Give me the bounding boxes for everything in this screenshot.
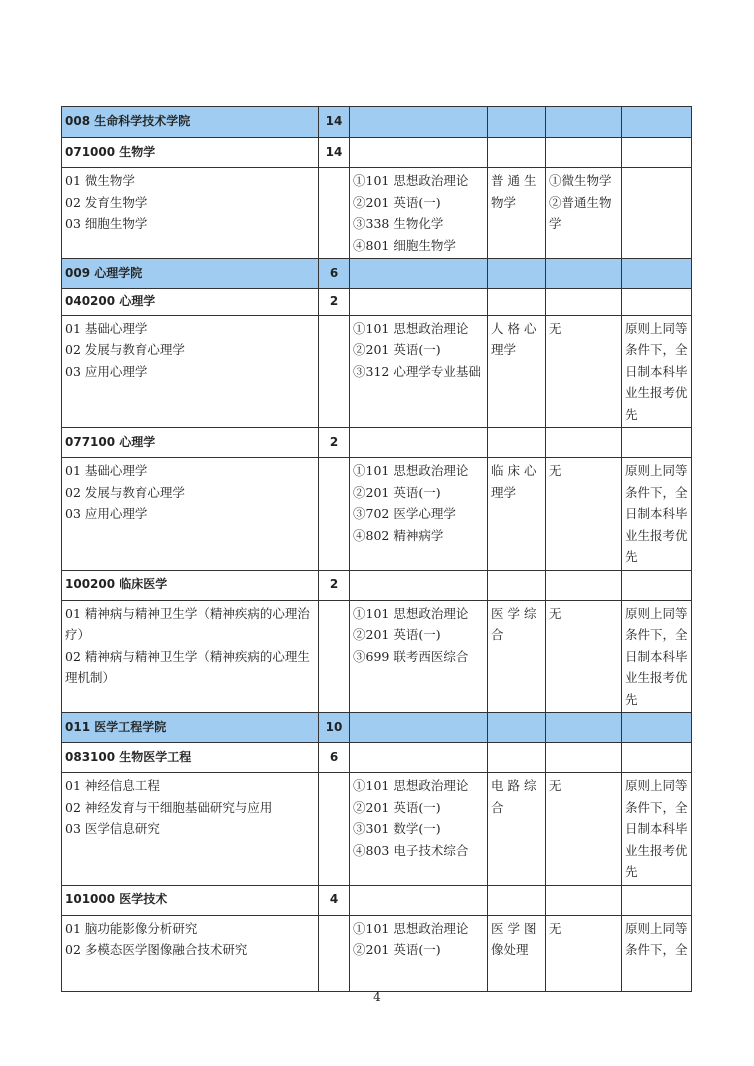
remarks [622, 315, 692, 428]
exam-item: ①101 思想政治理论 [353, 605, 469, 621]
retest-subject [488, 773, 546, 886]
exam-item: ①101 思想政治理论 [353, 320, 469, 336]
empty-cell [622, 138, 692, 168]
empty-cell [622, 713, 692, 743]
exam-item: ②201 英语(一) [353, 484, 441, 500]
exam-item: ③699 联考西医综合 [353, 648, 469, 664]
page-number: 4 [373, 990, 381, 1004]
exam-subjects [350, 600, 488, 713]
direction-item: 01 基础心理学 [65, 463, 148, 478]
direction-item: 02 神经发育与干细胞基础研究与应用 [65, 799, 273, 815]
major-count: 2 [319, 289, 350, 316]
exam-item: ③312 心理学专业基础 [353, 363, 481, 379]
direction-item: 01 神经信息工程 [65, 778, 160, 793]
empty-cell [350, 885, 488, 915]
empty-cell [350, 713, 488, 743]
direction-item: 02 多模态医学图像融合技术研究 [65, 942, 248, 957]
empty-cell [488, 570, 546, 600]
empty-cell [488, 743, 546, 773]
exam-item: ①101 思想政治理论 [353, 463, 469, 478]
empty-cell [319, 168, 350, 259]
direction-item: 02 精神病与精神卫生学（精神疾病的心理生理机制） [65, 648, 310, 685]
college-count: 6 [319, 259, 350, 289]
empty-cell [350, 289, 488, 316]
major-name: 101000 医学技术 [62, 885, 319, 915]
direction-item: 01 基础心理学 [65, 320, 148, 336]
remarks [622, 773, 692, 886]
exam-item: ②201 英语(一) [353, 194, 441, 210]
major-name: 040200 心理学 [62, 289, 319, 316]
empty-cell [350, 570, 488, 600]
retest-subject [488, 600, 546, 713]
direction-item: 03 细胞生物学 [65, 216, 148, 231]
exam-item: ④802 精神病学 [353, 527, 444, 543]
direction-item: 01 微生物学 [65, 173, 135, 188]
empty-cell [319, 915, 350, 991]
empty-cell [350, 259, 488, 289]
detail-row [62, 458, 692, 571]
empty-cell [488, 259, 546, 289]
remarks [622, 600, 692, 713]
retest-text: 普 通 生 物学 [491, 173, 537, 210]
empty-cell [350, 743, 488, 773]
direction-item: 03 医学信息研究 [65, 821, 160, 836]
major-name: 083100 生物医学工程 [62, 743, 319, 773]
exam-subjects [350, 773, 488, 886]
empty-cell [319, 315, 350, 428]
extra-text: ①微生物学 ②普通生物学 [549, 173, 612, 231]
research-directions [62, 773, 319, 886]
empty-cell [546, 743, 622, 773]
retest-text: 人 格 心 理学 [491, 320, 537, 357]
research-directions [62, 600, 319, 713]
empty-cell [488, 138, 546, 168]
admissions-table [61, 106, 692, 992]
extra-subjects [546, 773, 622, 886]
empty-cell [488, 885, 546, 915]
empty-cell [488, 713, 546, 743]
direction-item: 03 应用心理学 [65, 506, 148, 521]
college-row [62, 259, 692, 289]
direction-item: 02 发展与教育心理学 [65, 484, 185, 500]
empty-cell [622, 743, 692, 773]
major-row [62, 885, 692, 915]
exam-item: ②201 英语(一) [353, 942, 441, 957]
remarks [622, 915, 692, 991]
extra-subjects [546, 915, 622, 991]
college-name: 009 心理学院 [62, 259, 319, 289]
empty-cell [488, 289, 546, 316]
major-name: 071000 生物学 [62, 138, 319, 168]
empty-cell [546, 138, 622, 168]
major-count: 14 [319, 138, 350, 168]
extra-subjects [546, 600, 622, 713]
extra-subjects [546, 168, 622, 259]
major-row [62, 570, 692, 600]
exam-item: ③702 医学心理学 [353, 506, 456, 521]
retest-subject [488, 315, 546, 428]
exam-subjects [350, 315, 488, 428]
empty-cell [622, 885, 692, 915]
extra-text: 无 [549, 320, 562, 336]
empty-cell [546, 107, 622, 138]
empty-cell [350, 138, 488, 168]
exam-item: ④801 细胞生物学 [353, 237, 456, 253]
direction-item: 01 精神病与精神卫生学（精神疾病的心理治疗） [65, 605, 310, 642]
remarks-text: 原则上同等条件下，全日制本科毕业生报考优先 [625, 778, 688, 879]
detail-row [62, 915, 692, 991]
major-count: 2 [319, 428, 350, 458]
college-row [62, 713, 692, 743]
remarks [622, 168, 692, 259]
college-count: 14 [319, 107, 350, 138]
empty-cell [546, 885, 622, 915]
empty-cell [350, 428, 488, 458]
direction-item: 01 脑功能影像分析研究 [65, 920, 198, 936]
empty-cell [546, 570, 622, 600]
exam-item: ②201 英语(一) [353, 342, 441, 357]
exam-subjects [350, 168, 488, 259]
empty-cell [622, 570, 692, 600]
college-count: 10 [319, 713, 350, 743]
exam-item: ①101 思想政治理论 [353, 920, 469, 936]
remarks-text: 原则上同等条件下，全日制本科毕业生报考优先 [625, 320, 688, 422]
remarks-text: 原则上同等条件下，全日制本科毕业生报考优先 [625, 463, 688, 564]
extra-subjects [546, 458, 622, 571]
major-count: 4 [319, 885, 350, 915]
major-count: 6 [319, 743, 350, 773]
research-directions [62, 168, 319, 259]
empty-cell [546, 289, 622, 316]
detail-row [62, 315, 692, 428]
research-directions [62, 458, 319, 571]
empty-cell [546, 428, 622, 458]
exam-item: ②201 英语(一) [353, 799, 441, 815]
exam-item: ③338 生物化学 [353, 216, 444, 231]
exam-item: ③301 数学(一) [353, 821, 441, 836]
remarks-text: 原则上同等条件下，全 [625, 920, 688, 957]
empty-cell [622, 107, 692, 138]
exam-item: ①101 思想政治理论 [353, 173, 469, 188]
detail-row [62, 600, 692, 713]
empty-cell [319, 600, 350, 713]
direction-item: 03 应用心理学 [65, 363, 148, 379]
empty-cell [546, 259, 622, 289]
exam-subjects [350, 458, 488, 571]
major-name: 077100 心理学 [62, 428, 319, 458]
retest-text: 临 床 心 理学 [491, 463, 537, 500]
detail-row [62, 168, 692, 259]
research-directions [62, 915, 319, 991]
exam-subjects [350, 915, 488, 991]
retest-text: 电 路 综 合 [491, 778, 537, 815]
retest-subject [488, 168, 546, 259]
college-row [62, 107, 692, 138]
empty-cell [319, 458, 350, 571]
direction-item: 02 发展与教育心理学 [65, 342, 185, 357]
detail-row [62, 773, 692, 886]
empty-cell [488, 107, 546, 138]
empty-cell [622, 428, 692, 458]
retest-text: 医 学 图 像处理 [491, 920, 537, 957]
research-directions [62, 315, 319, 428]
major-row [62, 289, 692, 316]
major-row [62, 743, 692, 773]
retest-text: 医 学 综 合 [491, 605, 537, 642]
exam-item: ①101 思想政治理论 [353, 778, 469, 793]
major-count: 2 [319, 570, 350, 600]
major-name: 100200 临床医学 [62, 570, 319, 600]
major-row [62, 428, 692, 458]
extra-text: 无 [549, 778, 562, 793]
college-name: 011 医学工程学院 [62, 713, 319, 743]
empty-cell [488, 428, 546, 458]
retest-subject [488, 915, 546, 991]
remarks-text: 原则上同等条件下，全日制本科毕业生报考优先 [625, 605, 688, 707]
extra-subjects [546, 315, 622, 428]
empty-cell [546, 713, 622, 743]
extra-text: 无 [549, 605, 562, 621]
direction-item: 02 发育生物学 [65, 194, 148, 210]
retest-subject [488, 458, 546, 571]
empty-cell [350, 107, 488, 138]
exam-item: ④803 电子技术综合 [353, 842, 469, 858]
extra-text: 无 [549, 920, 562, 936]
exam-item: ②201 英语(一) [353, 627, 441, 642]
major-row [62, 138, 692, 168]
extra-text: 无 [549, 463, 562, 478]
college-name: 008 生命科学技术学院 [62, 107, 319, 138]
empty-cell [622, 259, 692, 289]
empty-cell [622, 289, 692, 316]
empty-cell [319, 773, 350, 886]
remarks [622, 458, 692, 571]
